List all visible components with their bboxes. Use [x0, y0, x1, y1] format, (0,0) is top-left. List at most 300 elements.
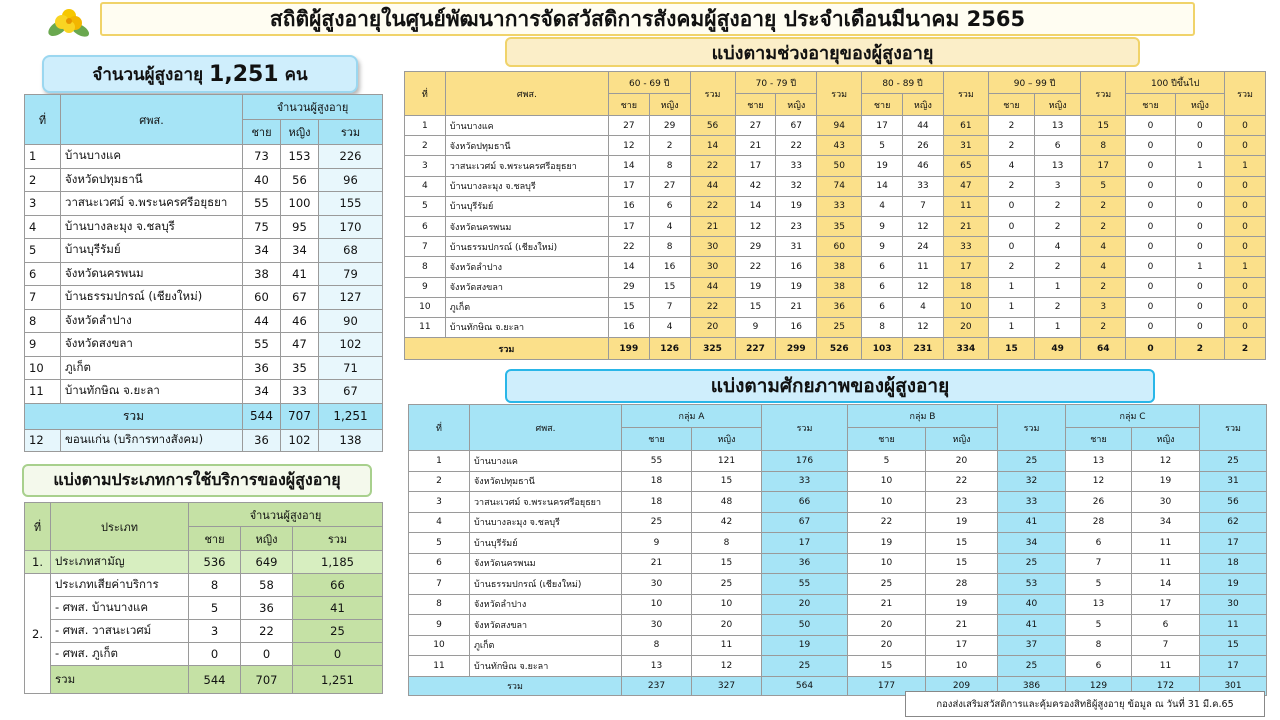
row-female: 44: [903, 116, 944, 136]
row-female: 7: [1132, 635, 1200, 656]
row-no: 8: [405, 257, 446, 277]
row-male: 1: [988, 277, 1034, 297]
row-female: 16: [649, 257, 690, 277]
count-row: [25, 239, 383, 263]
row-male: 0: [1126, 196, 1175, 216]
row-male: 9: [735, 317, 776, 337]
age-header-total: รวม: [943, 72, 988, 116]
age-row: [405, 116, 1266, 136]
sum-value: 49: [1035, 338, 1081, 360]
age-header-group: 60 - 69 ปี: [608, 72, 690, 94]
row-male: 16: [608, 317, 649, 337]
age-row: [405, 136, 1266, 156]
row-no: 1: [405, 116, 446, 136]
row-female: 1: [1035, 317, 1081, 337]
row-female: 12: [903, 277, 944, 297]
row-female: 28: [926, 574, 998, 595]
pot-row: [409, 471, 1267, 492]
row-female: 15: [926, 553, 998, 574]
sum-value: 199: [608, 338, 649, 360]
row-group-total: 25: [817, 317, 862, 337]
row-female: 15: [649, 277, 690, 297]
row-male: 14: [608, 156, 649, 176]
sum-label: รวม: [25, 403, 243, 429]
row-female: 42: [692, 512, 762, 533]
row-male: 19: [848, 533, 926, 554]
row-male: 6: [862, 277, 903, 297]
sum-value: 15: [988, 338, 1034, 360]
row-center: บ้านบางแค: [445, 116, 608, 136]
pot-row: [409, 615, 1267, 636]
row-female: 10: [692, 594, 762, 615]
row-center: บ้านธรรมปกรณ์ (เชียงใหม่): [61, 286, 243, 310]
row-male: 19: [862, 156, 903, 176]
row-group-total: 2: [1081, 317, 1126, 337]
row-male: 55: [243, 333, 281, 357]
row-total: 79: [319, 262, 383, 286]
row-group-total: 19: [1200, 574, 1267, 595]
row-group-total: 44: [690, 176, 735, 196]
row-female: 2: [1035, 196, 1081, 216]
row-male: 20: [848, 635, 926, 656]
service-section-title: แบ่งตามประเภทการใช้บริการของผู้สูงอายุ: [22, 464, 372, 497]
row-female: 1: [1035, 277, 1081, 297]
row-group-total: 8: [1081, 136, 1126, 156]
svc-sum-total: 1,251: [293, 666, 383, 694]
row-female: 12: [1132, 451, 1200, 472]
sum-value: 177: [848, 676, 926, 695]
sum-value: 526: [817, 338, 862, 360]
row-male: 4: [988, 156, 1034, 176]
row-male: 12: [1066, 471, 1132, 492]
row-group-total: 65: [943, 156, 988, 176]
count-label: จำนวนผู้สูงอายุ: [92, 64, 204, 85]
row-group-total: 38: [817, 277, 862, 297]
row-male: 17: [735, 156, 776, 176]
row-female: 24: [903, 237, 944, 257]
row-group-total: 21: [943, 216, 988, 236]
row-group-total: 56: [690, 116, 735, 136]
row-female: 11: [1132, 533, 1200, 554]
row-group-total: 37: [998, 635, 1066, 656]
row-group-total: 14: [690, 136, 735, 156]
count-unit: คน: [284, 64, 308, 85]
sum-value: 2: [1175, 338, 1224, 360]
age-header-group: 80 - 89 ปี: [862, 72, 944, 94]
row-total: 155: [319, 192, 383, 216]
row-group-total: 36: [762, 553, 848, 574]
svc-row-female: 22: [241, 620, 293, 643]
row-female: 11: [692, 635, 762, 656]
svc-row-total: 41: [293, 597, 383, 620]
row-center: บ้านธรรมปกรณ์ (เชียงใหม่): [445, 237, 608, 257]
pot-header-no: ที่: [409, 405, 470, 451]
svc-sum-label: รวม: [51, 666, 189, 694]
sum-total: 1,251: [319, 403, 383, 429]
row-female: 8: [649, 237, 690, 257]
count-table: [24, 94, 383, 452]
row-female: 34: [281, 239, 319, 263]
sum-value: 325: [690, 338, 735, 360]
row-total: 226: [319, 145, 383, 169]
row-group-total: 31: [943, 136, 988, 156]
svc-row-male: 8: [189, 574, 241, 597]
svc-row-female: 58: [241, 574, 293, 597]
row-female: 35: [281, 356, 319, 380]
row-female: 33: [776, 156, 817, 176]
age-row: [405, 277, 1266, 297]
row-center: บ้านบางละมุง จ.ชลบุรี: [61, 215, 243, 239]
row-center: จังหวัดสงขลา: [61, 333, 243, 357]
row-female: 0: [1175, 277, 1224, 297]
row-male: 60: [243, 286, 281, 310]
row-group-total: 17: [762, 533, 848, 554]
row-group-total: 30: [1200, 594, 1267, 615]
pot-row: [409, 574, 1267, 595]
row-group-total: 74: [817, 176, 862, 196]
row-no: 3: [25, 192, 61, 216]
row-female: 0: [1175, 176, 1224, 196]
row-female: 19: [926, 594, 998, 615]
row-male: 30: [622, 574, 692, 595]
age-header-male: ชาย: [862, 94, 903, 116]
row-center: บ้านบุรีรัมย์: [470, 533, 622, 554]
svc-row-female: 0: [241, 643, 293, 666]
age-sum-row: [405, 338, 1266, 360]
count-row: [25, 215, 383, 239]
row-male: 73: [243, 145, 281, 169]
row-group-total: 33: [817, 196, 862, 216]
row-female: 0: [1175, 216, 1224, 236]
age-header-female: หญิง: [1175, 94, 1224, 116]
age-row: [405, 176, 1266, 196]
row-male: 34: [243, 239, 281, 263]
row-group-total: 56: [1200, 492, 1267, 513]
row-group-total: 2: [1081, 277, 1126, 297]
row-group-total: 67: [762, 512, 848, 533]
row-male: 55: [622, 451, 692, 472]
row-male: 0: [988, 196, 1034, 216]
row-male: 1: [988, 297, 1034, 317]
row-female: 0: [1175, 297, 1224, 317]
row-male: 4: [862, 196, 903, 216]
age-header-male: ชาย: [1126, 94, 1175, 116]
row-female: 2: [1035, 297, 1081, 317]
row-female: 19: [776, 277, 817, 297]
row-group-total: 21: [690, 216, 735, 236]
row-male: 22: [848, 512, 926, 533]
row-group-total: 2: [1081, 196, 1126, 216]
row-male: 21: [848, 594, 926, 615]
row-group-total: 55: [762, 574, 848, 595]
row-male: 2: [988, 176, 1034, 196]
pot-row: [409, 451, 1267, 472]
row-male: 14: [608, 257, 649, 277]
row-group-total: 25: [998, 451, 1066, 472]
elderly-count-banner: [42, 55, 358, 93]
row-female: 11: [1132, 656, 1200, 677]
count-sum-row: [25, 403, 383, 429]
count-row: [25, 380, 383, 404]
row-female: 8: [692, 533, 762, 554]
age-row: [405, 156, 1266, 176]
age-header-row: [405, 72, 1266, 94]
age-row: [405, 257, 1266, 277]
row-female: 20: [926, 451, 998, 472]
row-male: 20: [848, 615, 926, 636]
count-total: 1,251: [209, 61, 279, 87]
row-group-total: 22: [690, 297, 735, 317]
svc-row-type: - ศพส. วาสนะเวศม์: [51, 620, 189, 643]
row-no: 8: [409, 594, 470, 615]
row-female: 48: [692, 492, 762, 513]
row-female: 33: [281, 380, 319, 404]
row-center: วาสนะเวศม์ จ.พระนครศรีอยุธยา: [61, 192, 243, 216]
svc-sum-row: [25, 666, 383, 694]
row-group-total: 11: [943, 196, 988, 216]
page-title-box: [100, 2, 1195, 36]
row-center: บ้านทักษิณ จ.ยะลา: [470, 656, 622, 677]
row-female: 12: [903, 216, 944, 236]
row-male: 16: [608, 196, 649, 216]
row-no: 5: [405, 196, 446, 216]
svc-row-male: 5: [189, 597, 241, 620]
pot-header-male: ชาย: [622, 428, 692, 451]
row-female: 31: [776, 237, 817, 257]
row-female: 8: [649, 156, 690, 176]
row-female: 14: [1132, 574, 1200, 595]
row-male: 10: [848, 471, 926, 492]
pot-header-total: รวม: [762, 405, 848, 451]
row-no: 9: [25, 333, 61, 357]
row-female: 3: [1035, 176, 1081, 196]
row-center: บ้านบุรีรัมย์: [445, 196, 608, 216]
row-no: 1: [25, 145, 61, 169]
row-female: 27: [649, 176, 690, 196]
row-female: 22: [926, 471, 998, 492]
sum-value: 334: [943, 338, 988, 360]
extra-male: 36: [243, 429, 281, 451]
row-group-total: 1: [1225, 257, 1266, 277]
row-no: 11: [25, 380, 61, 404]
row-male: 6: [862, 297, 903, 317]
row-female: 15: [692, 471, 762, 492]
row-group-total: 5: [1081, 176, 1126, 196]
row-male: 22: [608, 237, 649, 257]
sum-value: 231: [903, 338, 944, 360]
pot-header-total: รวม: [1200, 405, 1267, 451]
sum-value: 0: [1126, 338, 1175, 360]
row-male: 18: [622, 492, 692, 513]
row-group-total: 50: [762, 615, 848, 636]
row-group-total: 2: [1081, 216, 1126, 236]
row-male: 2: [988, 136, 1034, 156]
row-group-total: 0: [1225, 297, 1266, 317]
pot-row: [409, 594, 1267, 615]
row-female: 121: [692, 451, 762, 472]
row-male: 29: [608, 277, 649, 297]
pot-header-female: หญิง: [926, 428, 998, 451]
row-group-total: 17: [1200, 656, 1267, 677]
row-group-total: 40: [998, 594, 1066, 615]
row-group-total: 31: [1200, 471, 1267, 492]
header-total: รวม: [319, 120, 383, 145]
row-group-total: 30: [690, 257, 735, 277]
row-center: จังหวัดนครพนม: [445, 216, 608, 236]
header-no: ที่: [25, 95, 61, 145]
sum-value: 129: [1066, 676, 1132, 695]
row-male: 0: [1126, 257, 1175, 277]
row-male: 42: [735, 176, 776, 196]
age-row: [405, 216, 1266, 236]
row-male: 44: [243, 309, 281, 333]
age-header-total: รวม: [690, 72, 735, 116]
row-group-total: 0: [1225, 116, 1266, 136]
row-female: 1: [1175, 257, 1224, 277]
row-male: 13: [1066, 451, 1132, 472]
row-male: 5: [848, 451, 926, 472]
row-no: 4: [405, 176, 446, 196]
age-table: [404, 71, 1266, 360]
row-male: 7: [1066, 553, 1132, 574]
row-group-total: 0: [1225, 317, 1266, 337]
sum-value: 2: [1225, 338, 1266, 360]
row-female: 22: [776, 136, 817, 156]
svc-header-type: ประเภท: [51, 503, 189, 551]
row-center: จังหวัดลำปาง: [445, 257, 608, 277]
svc-row-phuket: [25, 643, 383, 666]
age-header-group: 100 ปีขึ้นไป: [1126, 72, 1225, 94]
svc-row-female: 649: [241, 551, 293, 574]
sum-value: 172: [1132, 676, 1200, 695]
svc-header-female: หญิง: [241, 527, 293, 551]
age-header-female: หญิง: [649, 94, 690, 116]
row-no: 7: [405, 237, 446, 257]
svc-row-female: 36: [241, 597, 293, 620]
row-female: 16: [776, 317, 817, 337]
row-male: 0: [1126, 136, 1175, 156]
svc-header-total: รวม: [293, 527, 383, 551]
row-female: 67: [281, 286, 319, 310]
row-male: 10: [848, 492, 926, 513]
pot-row: [409, 533, 1267, 554]
age-header-male: ชาย: [608, 94, 649, 116]
age-header-total: รวม: [1081, 72, 1126, 116]
row-no: 11: [409, 656, 470, 677]
row-center: บ้านธรรมปกรณ์ (เชียงใหม่): [470, 574, 622, 595]
svc-header-group: จำนวนผู้สูงอายุ: [189, 503, 383, 527]
row-group-total: 41: [998, 512, 1066, 533]
row-female: 0: [1175, 136, 1224, 156]
row-total: 127: [319, 286, 383, 310]
row-male: 9: [862, 237, 903, 257]
row-group-total: 60: [817, 237, 862, 257]
row-male: 10: [848, 553, 926, 574]
row-male: 0: [1126, 156, 1175, 176]
row-male: 22: [735, 257, 776, 277]
svc-row-general: [25, 551, 383, 574]
age-section-title: แบ่งตามช่วงอายุของผู้สูงอายุ: [505, 37, 1140, 67]
row-group-total: 18: [943, 277, 988, 297]
row-no: 8: [25, 309, 61, 333]
row-center: วาสนะเวศม์ จ.พระนครศรีอยุธยา: [470, 492, 622, 513]
row-female: 10: [926, 656, 998, 677]
svc-row-no: 1.: [25, 551, 51, 574]
count-row: [25, 192, 383, 216]
row-no: 6: [409, 553, 470, 574]
row-female: 21: [926, 615, 998, 636]
svc-row-male: 3: [189, 620, 241, 643]
row-no: 3: [409, 492, 470, 513]
row-male: 15: [735, 297, 776, 317]
header-male: ชาย: [243, 120, 281, 145]
row-group-total: 44: [690, 277, 735, 297]
svc-row-type: - ศพส. บ้านบางแค: [51, 597, 189, 620]
pot-row: [409, 656, 1267, 677]
row-center: จังหวัดลำปาง: [470, 594, 622, 615]
header-count-group: จำนวนผู้สูงอายุ: [243, 95, 383, 120]
row-male: 19: [735, 277, 776, 297]
row-center: จังหวัดนครพนม: [61, 262, 243, 286]
row-group-total: 4: [1081, 257, 1126, 277]
age-header-group: 70 - 79 ปี: [735, 72, 817, 94]
row-group-total: 17: [1200, 533, 1267, 554]
row-no: 5: [25, 239, 61, 263]
pot-header-group: กลุ่ม C: [1066, 405, 1200, 428]
row-male: 75: [243, 215, 281, 239]
row-group-total: 30: [690, 237, 735, 257]
pot-header-male: ชาย: [848, 428, 926, 451]
row-center: ภูเก็ต: [470, 635, 622, 656]
row-female: 2: [1035, 257, 1081, 277]
row-group-total: 41: [998, 615, 1066, 636]
row-female: 11: [903, 257, 944, 277]
row-female: 41: [281, 262, 319, 286]
row-center: ภูเก็ต: [61, 356, 243, 380]
row-male: 6: [862, 257, 903, 277]
sum-female: 707: [281, 403, 319, 429]
row-female: 13: [1035, 116, 1081, 136]
pot-header-row: [409, 405, 1267, 428]
row-male: 14: [735, 196, 776, 216]
row-group-total: 176: [762, 451, 848, 472]
row-group-total: 22: [690, 196, 735, 216]
row-group-total: 43: [817, 136, 862, 156]
row-male: 12: [735, 216, 776, 236]
row-no: 3: [405, 156, 446, 176]
row-no: 2: [25, 168, 61, 192]
row-no: 5: [409, 533, 470, 554]
age-row: [405, 317, 1266, 337]
row-center: จังหวัดลำปาง: [61, 309, 243, 333]
pot-row: [409, 635, 1267, 656]
row-male: 0: [1126, 297, 1175, 317]
pot-header-group: กลุ่ม A: [622, 405, 762, 428]
row-no: 2: [409, 471, 470, 492]
row-female: 19: [1132, 471, 1200, 492]
row-female: 16: [776, 257, 817, 277]
row-male: 0: [988, 216, 1034, 236]
row-male: 14: [862, 176, 903, 196]
row-male: 13: [1066, 594, 1132, 615]
svc-sum-male: 544: [189, 666, 241, 694]
sum-label: รวม: [405, 338, 609, 360]
svc-row-type: ประเภทเสียค่าบริการ: [51, 574, 189, 597]
svc-row-total: 66: [293, 574, 383, 597]
flower-logo-icon: [44, 2, 94, 42]
age-header-female: หญิง: [1035, 94, 1081, 116]
age-header-male: ชาย: [735, 94, 776, 116]
